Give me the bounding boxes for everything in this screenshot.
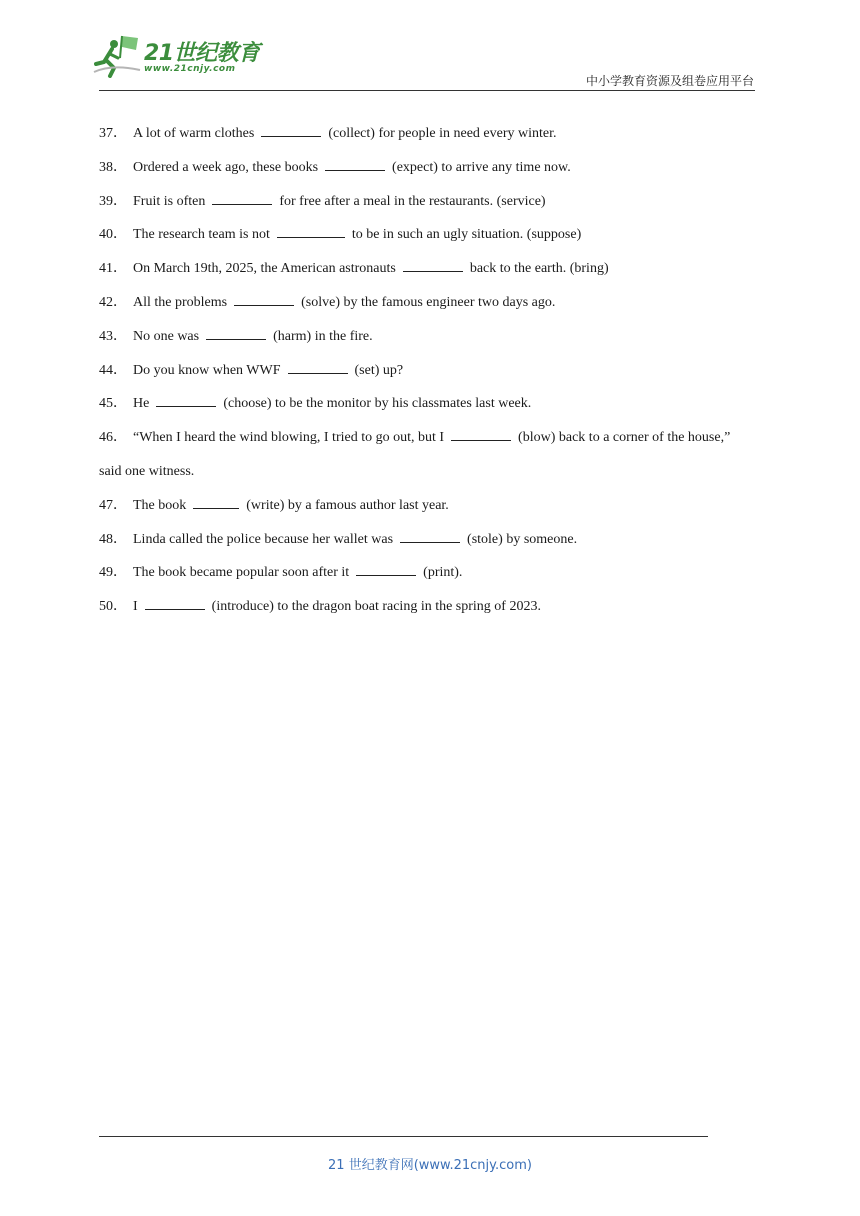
answer-blank[interactable]	[212, 190, 272, 205]
question-text-after: to be in such an ugly situation. (suppose)	[351, 227, 582, 243]
question-text-before: The research team is not	[133, 227, 270, 243]
question-text-after: (stole) by someone.	[467, 531, 578, 547]
question-text-before: The book became popular soon after it	[133, 565, 350, 581]
question-item	[99, 523, 739, 557]
footer-link[interactable]: 21 世纪教育网(www.21cnjy.com)	[328, 1158, 532, 1173]
question-item	[99, 354, 739, 388]
question-number: 45．	[99, 396, 127, 412]
question-item	[99, 185, 739, 219]
question-number: 38．	[99, 159, 127, 175]
question-text-after: for free after a meal in the restaurants. (service)	[279, 193, 546, 209]
question-text-after: (harm) in the fire.	[273, 328, 373, 344]
question-item	[99, 286, 739, 320]
answer-blank[interactable]	[156, 392, 216, 407]
running-figure-with-flag-icon	[92, 34, 144, 78]
site-logo[interactable]	[92, 34, 262, 78]
answer-blank[interactable]	[325, 156, 385, 171]
question-text-before: “When I heard the wind blowing, I tried to go out, but I	[133, 430, 445, 446]
question-number: 42．	[99, 294, 127, 310]
answer-blank[interactable]	[356, 561, 416, 576]
question-number: 44．	[99, 362, 127, 378]
question-text-after: (solve) by the famous engineer two days ago.	[301, 294, 556, 310]
question-text-after: (choose) to be the monitor by his classmates last week.	[223, 396, 532, 412]
question-text-after: (print).	[423, 565, 463, 581]
answer-blank[interactable]	[261, 122, 321, 137]
question-text-after: (write) by a famous author last year.	[246, 497, 449, 513]
question-item	[99, 421, 739, 489]
question-item	[99, 252, 739, 286]
question-text-before: Ordered a week ago, these books	[133, 159, 319, 175]
question-item	[99, 218, 739, 252]
question-number: 46．	[99, 430, 127, 446]
question-text-after: back to the earth. (bring)	[469, 261, 609, 277]
question-item	[99, 489, 739, 523]
question-number: 50．	[99, 599, 127, 615]
page-header	[0, 0, 860, 100]
question-list	[99, 117, 739, 624]
question-number: 43．	[99, 328, 127, 344]
question-item	[99, 387, 739, 421]
answer-blank[interactable]	[288, 359, 348, 374]
question-text-before: Linda called the police because her wallet was	[133, 531, 394, 547]
question-text-before: A lot of warm clothes	[133, 126, 255, 141]
question-text-after: (set) up?	[354, 362, 404, 378]
question-number: 47．	[99, 497, 127, 513]
platform-title: 中小学教育资源及组卷应用平台	[585, 74, 754, 88]
question-item	[99, 117, 739, 151]
answer-blank[interactable]	[277, 223, 345, 238]
answer-blank[interactable]	[145, 595, 205, 610]
question-number: 48．	[99, 531, 127, 547]
question-number: 41．	[99, 261, 127, 277]
question-text-after: (expect) to arrive any time now.	[392, 159, 571, 175]
question-item	[99, 590, 739, 624]
question-text-before: No one was	[133, 328, 200, 344]
question-text-after: (blow) back to a corner of the house,” said one witness.	[99, 430, 731, 479]
logo-url-text: www.21cnjy.com	[144, 64, 236, 74]
question-text-before: On March 19th, 2025, the American astronauts	[133, 261, 396, 277]
header-divider	[99, 90, 755, 91]
question-text-before: Fruit is often	[133, 193, 206, 209]
question-item	[99, 320, 739, 354]
answer-blank[interactable]	[206, 325, 266, 340]
question-number: 37．	[99, 126, 127, 141]
question-text-before: Do you know when WWF	[133, 362, 281, 378]
answer-blank[interactable]	[400, 528, 460, 543]
question-number: 49．	[99, 565, 127, 581]
question-text-before: All the problems	[133, 294, 228, 310]
answer-blank[interactable]	[234, 291, 294, 306]
answer-blank[interactable]	[193, 494, 239, 509]
question-item	[99, 556, 739, 590]
footer-divider	[99, 1136, 708, 1137]
question-number: 39．	[99, 193, 127, 209]
question-text-after: (collect) for people in need every winter.	[328, 126, 557, 141]
question-text-after: (introduce) to the dragon boat racing in the spring of 2023.	[211, 599, 541, 615]
answer-blank[interactable]	[403, 257, 463, 272]
logo-brand-text: 21世纪教育	[144, 41, 260, 66]
question-item	[99, 151, 739, 185]
question-text-before: He	[133, 396, 150, 412]
question-text-before: I	[133, 599, 138, 615]
question-number: 40．	[99, 227, 127, 243]
answer-blank[interactable]	[451, 426, 511, 441]
question-text-before: The book	[133, 497, 187, 513]
